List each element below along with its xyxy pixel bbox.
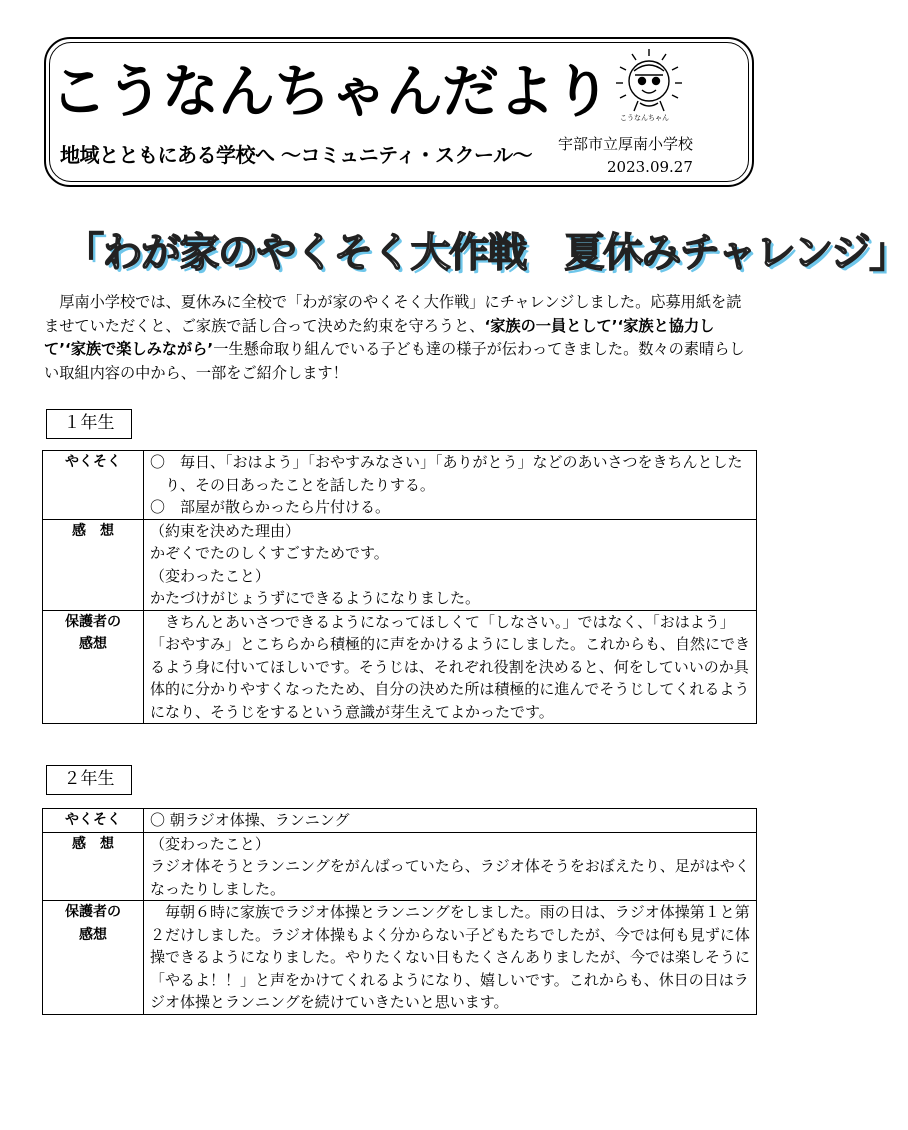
intro-text-1: 厚南小学校では、夏休みに全校で「わが家のやくそく大作戦」にチャレンジしました。応募用紙を読ませていただくと、ご家族で話し合って決めた約束を守ろうと、 xyxy=(44,293,742,335)
issue-date: 2023.09.27 xyxy=(607,158,693,176)
grade1-promise-head: やくそく xyxy=(43,451,144,520)
grade1-parent-head xyxy=(43,610,144,724)
table-row xyxy=(43,519,757,610)
table-row xyxy=(43,832,757,901)
grade2-promise-1: 〇 朝ラジオ体操、ランニング xyxy=(150,811,350,829)
table-row xyxy=(43,901,757,1015)
grade1-change-label: （変わったこと） xyxy=(150,566,270,585)
grade2-change-text: ラジオ体そうとランニングをがんばっていたら、ラジオ体そうをおぼえたり、足がはやくなったりしました。 xyxy=(150,857,750,898)
grade1-impression-cell xyxy=(144,519,757,610)
grade1-parent-head-1: 保護者の xyxy=(65,613,121,630)
newsletter-subtitle: 地域とともにある学校へ ～コミュニティ・スクール～ xyxy=(60,143,533,167)
grade1-reason-label: （約束を決めた理由） xyxy=(150,521,301,540)
newsletter-title: こうなんちゃんだより xyxy=(50,59,610,125)
grade1-promise-cell xyxy=(144,451,757,520)
grade2-promise-head: やくそく xyxy=(43,809,144,833)
grade2-impression-cell xyxy=(144,832,757,901)
table-row xyxy=(43,809,757,833)
grade1-impression-head: 感 想 xyxy=(43,519,144,610)
grade2-label: ２年生 xyxy=(46,765,132,795)
grade1-promise-2: 〇 部屋が散らかったら片付ける。 xyxy=(150,498,391,516)
table-row xyxy=(43,451,757,520)
grade1-reason-text: かぞくでたのしくすごすためです。 xyxy=(150,544,389,562)
grade2-promise-cell xyxy=(144,809,757,833)
table-row xyxy=(43,610,757,724)
mascot-label: こうなんちゃん xyxy=(620,114,669,122)
intro-emphasis: ‘家族の一員として’‘家族と協力して’‘家族で楽しみながら’ xyxy=(44,316,715,358)
grade1-change-text: かたづけがじょうずにできるようになりました。 xyxy=(150,589,481,607)
school-name: 宇部市立厚南小学校 xyxy=(558,135,694,153)
intro-paragraph xyxy=(44,291,756,385)
grade2-parent-head-1: 保護者の xyxy=(65,904,121,920)
grade2-impression-head: 感 想 xyxy=(43,832,144,901)
grade1-parent-head-2: 感想 xyxy=(79,636,107,652)
grade2-parent-text: 毎朝６時に家族でラジオ体操とランニングをしました。雨の日は、ラジオ体操第１と第２だけしました。ラジオ体操もよく分からない子どもたちでしたが、今では何も見ずに体操できるようになりました。やりたくない日もたくさんありましたが、今では楽しそうに「やるよ！！」と声をかけてくれるようになり、嬉しいです。これからも、休日の日はラジオ体操とランニングを続けていきたいと思います。 xyxy=(150,903,751,1011)
grade1-label: １年生 xyxy=(46,409,132,439)
grade2-table xyxy=(42,808,757,1015)
grade2-parent-head xyxy=(43,901,144,1015)
mascot-sun-icon xyxy=(610,45,688,125)
grade1-table xyxy=(42,450,757,724)
intro-text-2: 一生懸命取り組んでいる子ども達の様子が伝わってきました。数々の素晴らしい取組内容の中から、一部をご紹介します！ xyxy=(44,340,745,382)
grade2-parent-cell xyxy=(144,901,757,1015)
grade1-promise-1: 〇 毎日、「おはよう」「おやすみなさい」「ありがとう」などのあいさつをきちんとしたり、その日あったことを話したりする。 xyxy=(150,453,743,494)
grade2-parent-head-2: 感想 xyxy=(79,926,107,943)
grade1-parent-cell xyxy=(144,610,757,724)
grade2-change-label: （変わったこと） xyxy=(150,834,270,853)
article-headline: 「わが家のやくそく大作戦 夏休みチャレンジ」 xyxy=(64,230,908,276)
grade1-parent-text: きちんとあいさつできるようになってほしくて「しなさい。」ではなく、「おはよう」「おやすみ」とこちらから積極的に声をかけるようにしました。これからも、自然にできるよう身に付いてほしいです。そうじは、それぞれ役割を決めると、何をしていいのか具体的に分かりやすくなったため、自分の決めた所は積極的に進んでそうじしてくれるようになり、そうじをするという意識が芽生えてよかったです。 xyxy=(150,612,751,721)
